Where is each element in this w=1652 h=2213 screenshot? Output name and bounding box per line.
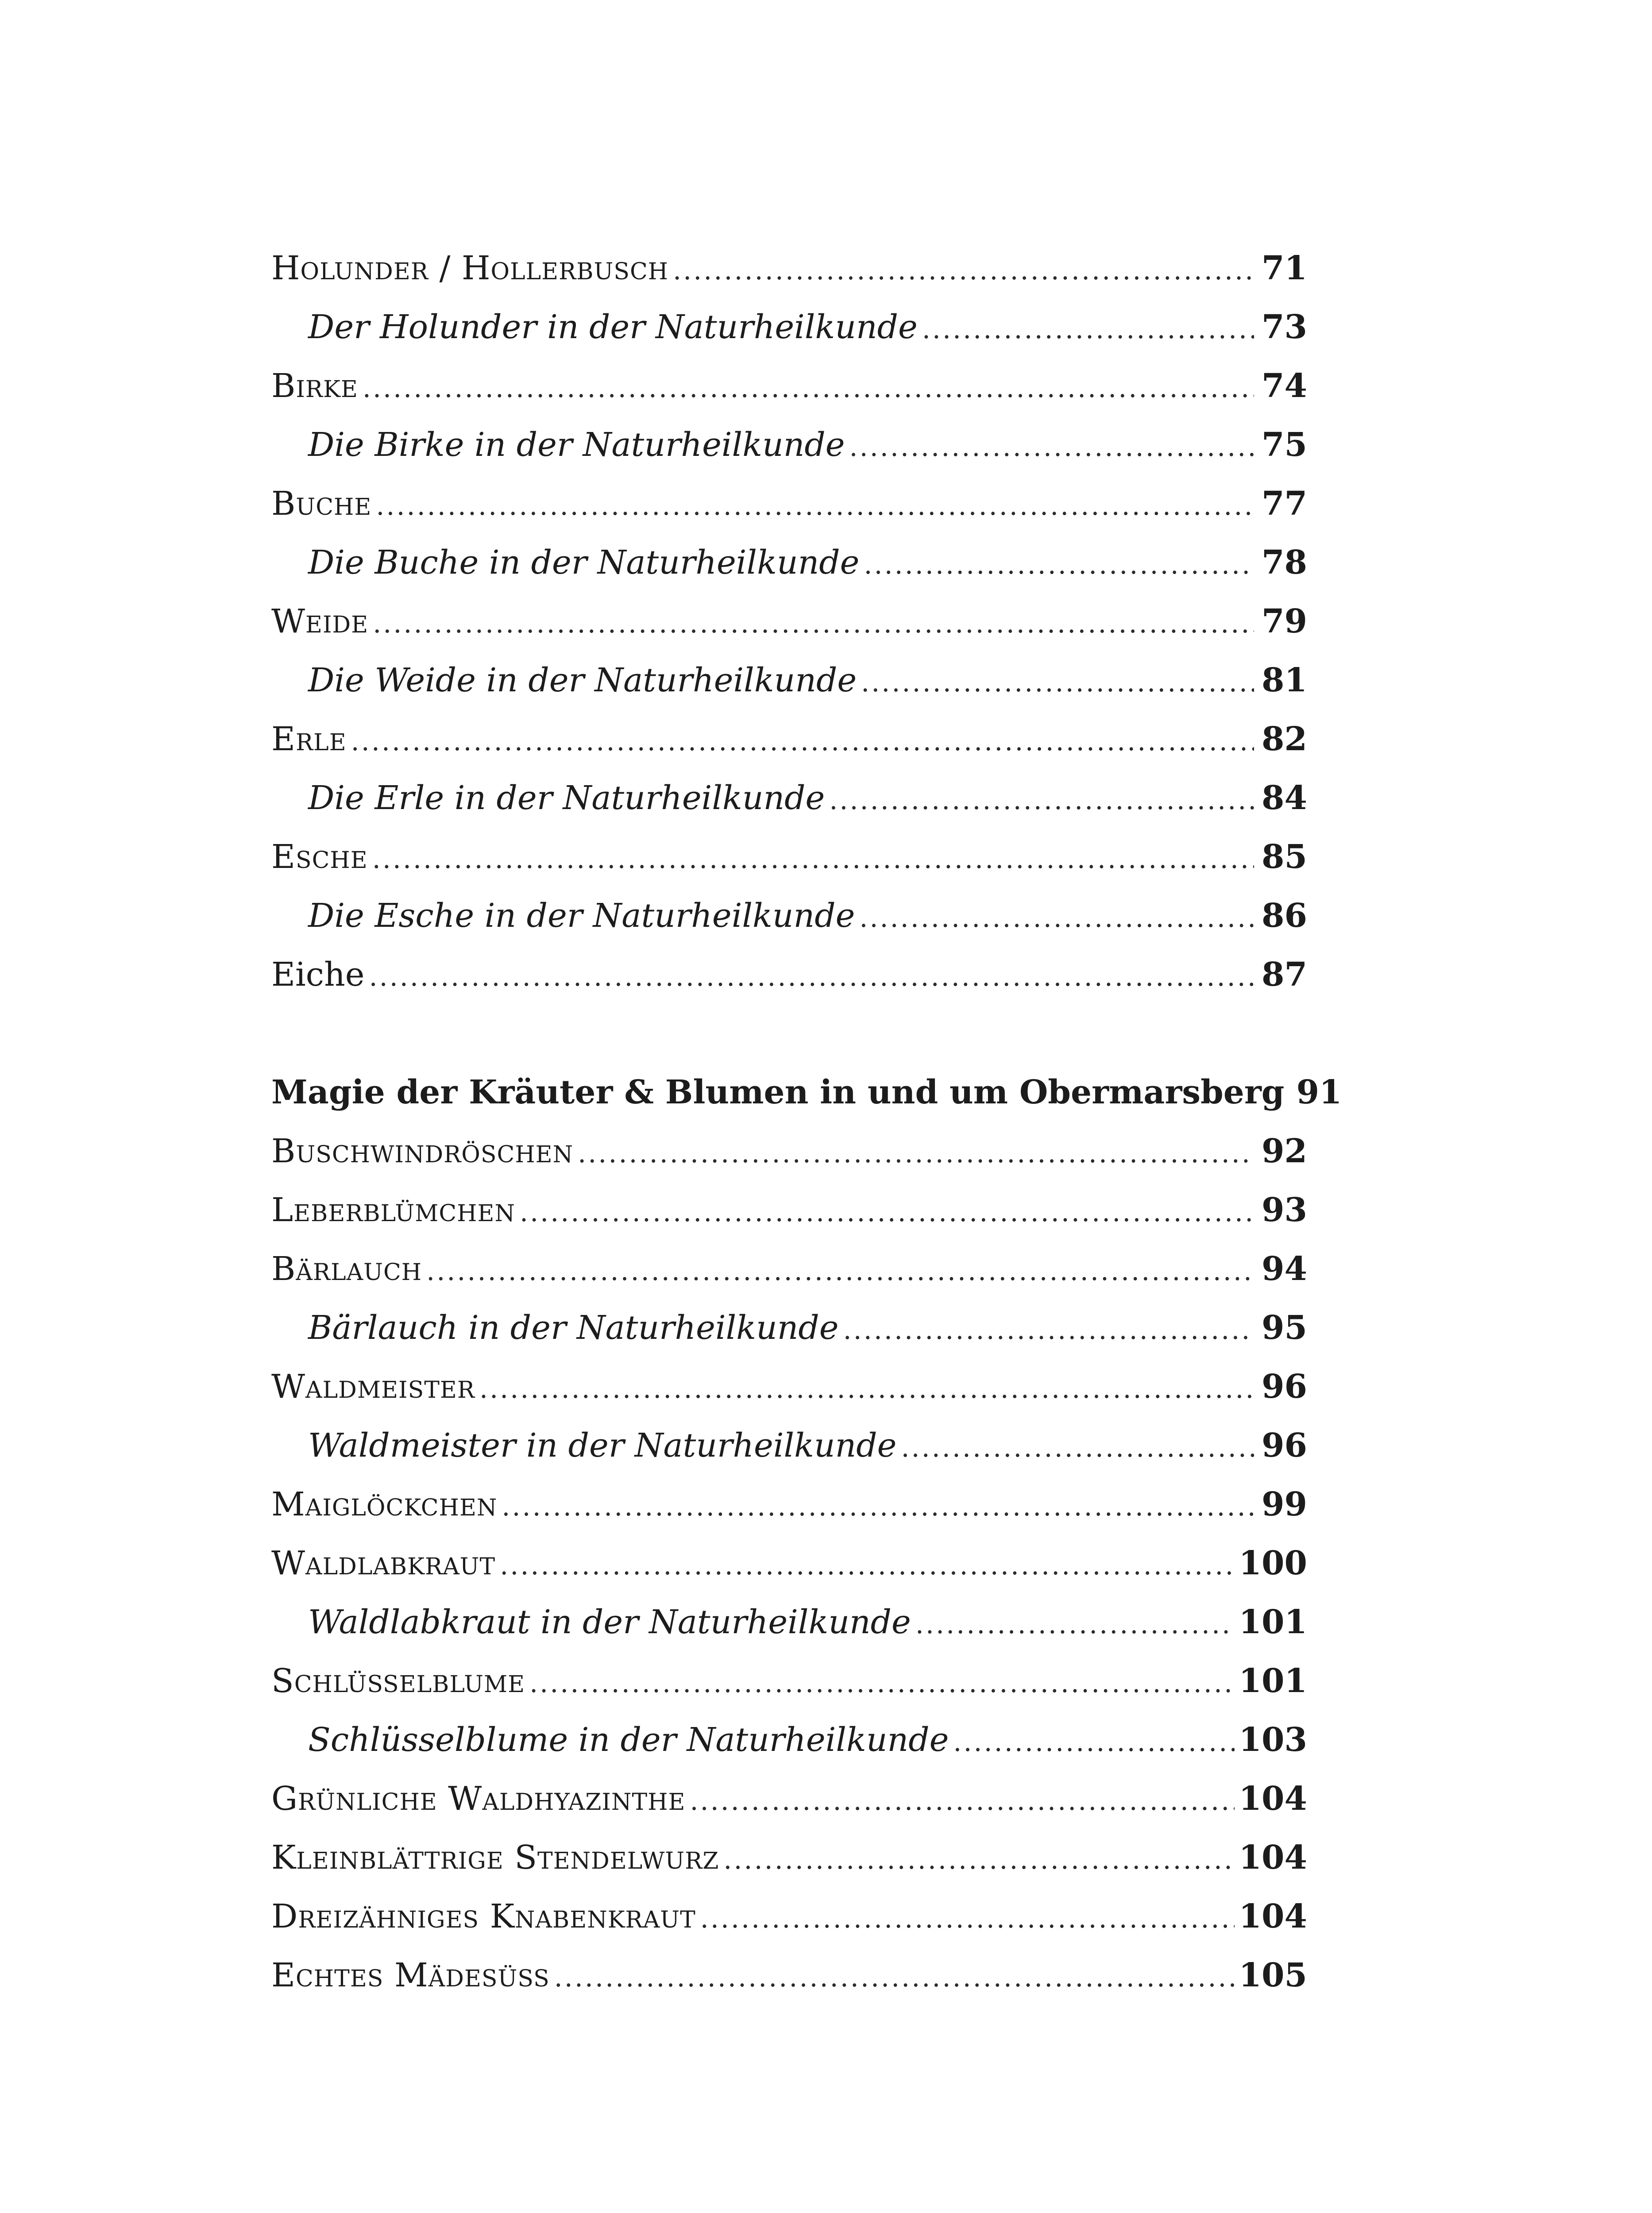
entry-page-number: 87 — [1262, 956, 1307, 994]
entry-page-number: 92 — [1262, 1132, 1307, 1170]
entry-label: Esche — [271, 838, 368, 876]
entry-page-number: 101 — [1239, 1603, 1307, 1641]
entry-label: Der Holunder in der Naturheilkunde — [308, 308, 918, 346]
entry-label: Die Buche in der Naturheilkunde — [308, 544, 860, 582]
leader-dots — [922, 300, 1254, 359]
leader-dots — [861, 653, 1254, 712]
entry-label: Die Esche in der Naturheilkunde — [308, 897, 855, 935]
toc-entry[interactable] — [271, 945, 1307, 1004]
leader-dots — [700, 1889, 1235, 1948]
leader-dots — [520, 1183, 1254, 1242]
toc-subentry[interactable] — [271, 651, 1307, 710]
leader-dots — [915, 1595, 1235, 1654]
section-gap — [271, 1004, 1307, 1063]
toc-subentry[interactable] — [271, 769, 1307, 828]
entry-page-number: 85 — [1262, 838, 1307, 876]
toc-entry[interactable] — [271, 239, 1307, 298]
entry-label: Buche — [271, 485, 372, 523]
toc-entry[interactable] — [271, 1770, 1307, 1828]
entry-label: Dreizähniges Knabenkraut — [271, 1897, 696, 1935]
entry-page-number: 77 — [1262, 485, 1307, 523]
entry-label: Kleinblättrige Stendelwurz — [271, 1839, 719, 1877]
entry-label: Waldlabkraut — [271, 1544, 496, 1582]
leader-dots — [351, 712, 1254, 771]
toc-subentry[interactable] — [271, 416, 1307, 474]
toc-entry[interactable] — [271, 1357, 1307, 1416]
leader-dots — [901, 1419, 1254, 1477]
entry-label: Waldlabkraut in der Naturheilkunde — [308, 1603, 911, 1641]
entry-page-number: 104 — [1239, 1839, 1307, 1877]
entry-page-number: 104 — [1239, 1897, 1307, 1935]
leader-dots — [369, 948, 1254, 1006]
entry-label: Weide — [271, 602, 369, 640]
entry-page-number: 93 — [1262, 1191, 1307, 1229]
entry-label: Die Weide in der Naturheilkunde — [308, 661, 857, 699]
toc-entry[interactable] — [271, 357, 1307, 416]
leader-dots — [376, 477, 1254, 536]
entry-label: Erle — [271, 720, 347, 758]
entry-label: Eiche — [271, 956, 365, 994]
leader-dots — [502, 1477, 1254, 1536]
entry-label: Echtes Mädesüss — [271, 1956, 550, 1994]
entry-label: Birke — [271, 367, 358, 405]
toc-subentry[interactable] — [271, 1416, 1307, 1475]
toc-subentry[interactable] — [271, 1593, 1307, 1652]
leader-dots — [843, 1301, 1254, 1360]
toc-entry[interactable] — [271, 828, 1307, 887]
entry-label: Waldmeister — [271, 1368, 475, 1406]
toc-entry[interactable] — [271, 1652, 1307, 1711]
entry-label: Grünliche Waldhyazinthe — [271, 1780, 686, 1818]
toc-section-heading[interactable] — [271, 1063, 1342, 1122]
toc-subentry[interactable] — [271, 533, 1307, 592]
leader-dots — [849, 418, 1254, 477]
leader-dots — [479, 1360, 1254, 1419]
entry-page-number: 75 — [1262, 426, 1307, 464]
entry-page-number: 99 — [1262, 1485, 1307, 1523]
entry-page-number: 82 — [1262, 720, 1307, 758]
toc-entry[interactable] — [271, 710, 1307, 769]
entry-page-number: 104 — [1239, 1780, 1307, 1818]
entry-page-number: 95 — [1262, 1309, 1307, 1347]
entry-page-number: 86 — [1262, 897, 1307, 935]
leader-dots — [673, 241, 1254, 300]
entry-page-number: 101 — [1239, 1662, 1307, 1700]
section-heading-label: Magie der Kräuter & Blumen in und um Obermarsberg — [271, 1073, 1285, 1111]
toc-entry[interactable] — [271, 1475, 1307, 1534]
leader-dots — [500, 1536, 1234, 1595]
entry-page-number: 81 — [1262, 661, 1307, 699]
leader-dots — [363, 359, 1254, 418]
entry-label: Bärlauch in der Naturheilkunde — [308, 1309, 839, 1347]
entry-page-number: 71 — [1262, 249, 1307, 287]
toc-entry[interactable] — [271, 1240, 1307, 1299]
entry-page-number: 73 — [1262, 308, 1307, 346]
toc-subentry[interactable] — [271, 298, 1307, 357]
entry-page-number: 94 — [1262, 1250, 1307, 1288]
entry-page-number: 74 — [1262, 367, 1307, 405]
table-of-contents — [271, 239, 1342, 2005]
toc-part-herbs — [271, 1122, 1307, 2005]
entry-label: Leberblümchen — [271, 1191, 515, 1229]
toc-entry[interactable] — [271, 1181, 1307, 1240]
entry-page-number: 79 — [1262, 602, 1307, 640]
toc-entry[interactable] — [271, 1122, 1307, 1181]
toc-subentry[interactable] — [271, 1711, 1307, 1770]
entry-label: Schlüsselblume in der Naturheilkunde — [308, 1721, 949, 1759]
leader-dots — [529, 1654, 1234, 1713]
toc-entry[interactable] — [271, 474, 1307, 533]
leader-dots — [372, 830, 1254, 889]
entry-label: Bärlauch — [271, 1250, 422, 1288]
entry-label: Die Erle in der Naturheilkunde — [308, 779, 825, 817]
section-heading-page: 91 — [1296, 1073, 1342, 1111]
entry-page-number: 96 — [1262, 1368, 1307, 1406]
entry-label: Buschwindröschen — [271, 1132, 574, 1170]
leader-dots — [953, 1713, 1234, 1772]
toc-subentry[interactable] — [271, 1299, 1307, 1357]
entry-page-number: 84 — [1262, 779, 1307, 817]
toc-entry[interactable] — [271, 1534, 1307, 1593]
entry-label: Waldmeister in der Naturheilkunde — [308, 1426, 897, 1465]
entry-page-number: 103 — [1239, 1721, 1307, 1759]
leader-dots — [426, 1242, 1254, 1301]
leader-dots — [578, 1124, 1254, 1183]
toc-entry[interactable] — [271, 1946, 1307, 2005]
leader-dots — [859, 889, 1254, 948]
entry-page-number: 96 — [1262, 1426, 1307, 1465]
entry-label: Maiglöckchen — [271, 1485, 498, 1523]
entry-page-number: 100 — [1239, 1544, 1307, 1582]
leader-dots — [554, 1948, 1235, 2007]
leader-dots — [864, 536, 1254, 594]
leader-dots — [373, 594, 1254, 653]
toc-entry[interactable] — [271, 592, 1307, 651]
entry-page-number: 78 — [1262, 544, 1307, 582]
leader-dots — [723, 1831, 1234, 1889]
toc-subentry[interactable] — [271, 887, 1307, 945]
toc-part-trees — [271, 239, 1307, 1004]
entry-label: Die Birke in der Naturheilkunde — [308, 426, 845, 464]
entry-label: Schlüsselblume — [271, 1662, 525, 1700]
entry-label: Holunder / Hollerbusch — [271, 249, 669, 287]
leader-dots — [690, 1772, 1234, 1831]
toc-entry[interactable] — [271, 1887, 1307, 1946]
entry-page-number: 105 — [1239, 1956, 1307, 1994]
leader-dots — [829, 771, 1254, 830]
toc-entry[interactable] — [271, 1828, 1307, 1887]
